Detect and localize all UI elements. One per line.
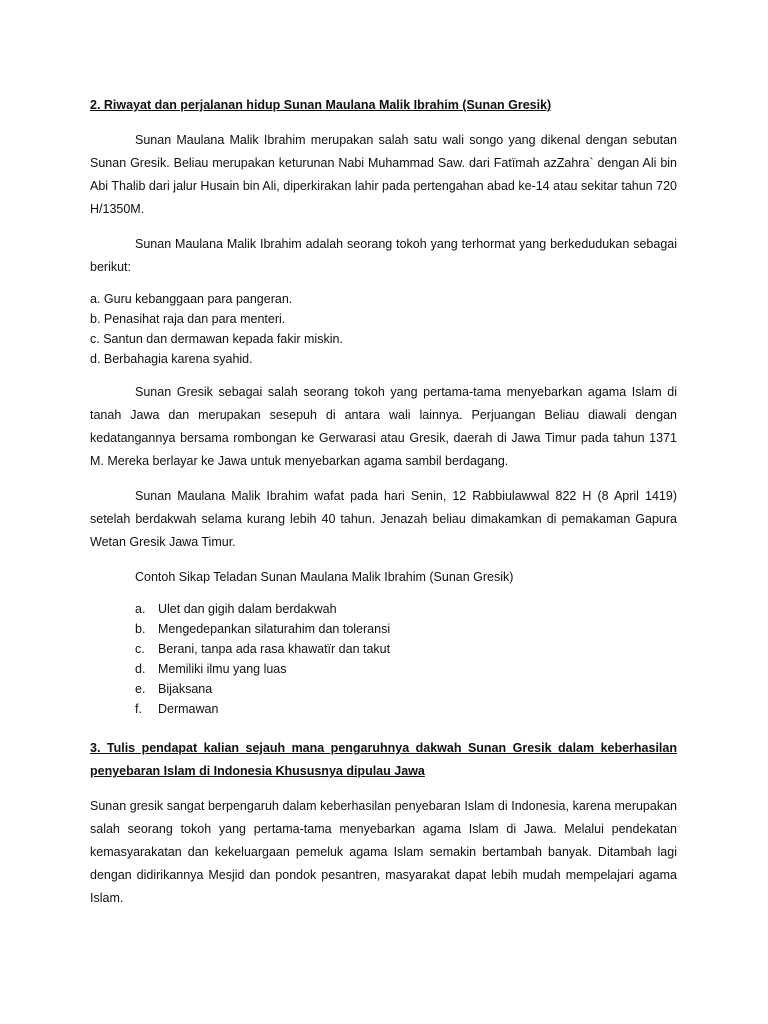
- list-item: d. Berbahagia karena syahid.: [90, 352, 253, 366]
- section-2-paragraph-4: Sunan Maulana Malik Ibrahim wafat pada hari Senin, 12 Rabbiulawwal 822 H (8 April 1419) setelah berdakwah selama kurang lebih 40 tahun. Jenazah beliau dimakamkan di pemakaman Gapura Wetan Gresik Jawa Timur.: [90, 489, 677, 549]
- list-item: [135, 619, 677, 639]
- section-3-answer: Sunan gresik sangat berpengaruh dalam keberhasilan penyebaran Islam di Indonesia, karena merupakan salah seorang tokoh yang pertama-tama menyebarkan agama Islam di Jawa. Melalui pendekatan kemasyarakatan dan kekeluargaan pemeluk agama Islam semakin bertambah banyak. Ditambah lagi dengan didirikannya Mesjid dan pondok pesantren, masyarakat dapat lebih mudah mempelajari agama Islam.: [90, 799, 677, 905]
- list-item-label: a.: [135, 602, 146, 616]
- section-2-paragraph-2: Sunan Maulana Malik Ibrahim adalah seorang tokoh yang terhormat yang berkedudukan sebagai berikut:: [90, 237, 677, 274]
- list-item-text: Memiliki ilmu yang luas: [158, 662, 287, 676]
- list-item-label: c.: [135, 642, 145, 656]
- position-list: [90, 289, 677, 369]
- list-item: [135, 599, 677, 619]
- list-item-label: e.: [135, 682, 146, 696]
- list-item: b. Penasihat raja dan para menteri.: [90, 312, 286, 326]
- list-item: [135, 659, 677, 679]
- section-2-paragraph-1: Sunan Maulana Malik Ibrahim merupakan salah satu wali songo yang dikenal dengan sebutan Sunan Gresik. Beliau merupakan keturunan Nabi Muhammad Saw. dari Fatïmah azZahra` dengan Ali bin Abi Thalib dari jalur Husain bin Ali, diperkirakan lahir pada pertengahan abad ke-14 atau sekitar tahun 720 H/1350M.: [90, 133, 677, 216]
- list-item-label: d.: [135, 662, 146, 676]
- list-item: [135, 679, 677, 699]
- list-item-label: f.: [135, 702, 142, 716]
- list-item-text: Berani, tanpa ada rasa khawatïr dan takut: [158, 642, 391, 656]
- list-item: c. Santun dan dermawan kepada fakir miskin.: [90, 332, 343, 346]
- list-item: [135, 699, 677, 719]
- list-item: a. Guru kebanggaan para pangeran.: [90, 292, 293, 306]
- section-2-paragraph-3: Sunan Gresik sebagai salah seorang tokoh yang pertama-tama menyebarkan agama Islam di tanah Jawa dan merupakan sesepuh di antara wali lainnya. Perjuangan Beliau diawali dengan kedatangannya bersama rombongan ke Gerwarasi atau Gresik, daerah di Jawa Timur pada tahun 1371 M. Mereka berlayar ke Jawa untuk menyebarkan agama sambil berdagang.: [90, 385, 677, 468]
- section-3-heading: 3. Tulis pendapat kalian sejauh mana pengaruhnya dakwah Sunan Gresik dalam keberhasilan penyebaran Islam di Indonesia Khususnya dipulau Jawa: [90, 741, 677, 778]
- list-item-text: Dermawan: [158, 702, 219, 716]
- section-2-heading: 2. Riwayat dan perjalanan hidup Sunan Maulana Malik Ibrahim (Sunan Gresik): [90, 98, 552, 112]
- list-item: [135, 639, 677, 659]
- list-item-text: Bijaksana: [158, 682, 213, 696]
- example-list-title: Contoh Sikap Teladan Sunan Maulana Malik Ibrahim (Sunan Gresik): [135, 570, 514, 584]
- list-item-label: b.: [135, 622, 146, 636]
- list-item-text: Mengedepankan silaturahim dan toleransi: [158, 622, 391, 636]
- document-page: [90, 94, 677, 910]
- example-list: [90, 599, 677, 719]
- list-item-text: Ulet dan gigih dalam berdakwah: [158, 602, 337, 616]
